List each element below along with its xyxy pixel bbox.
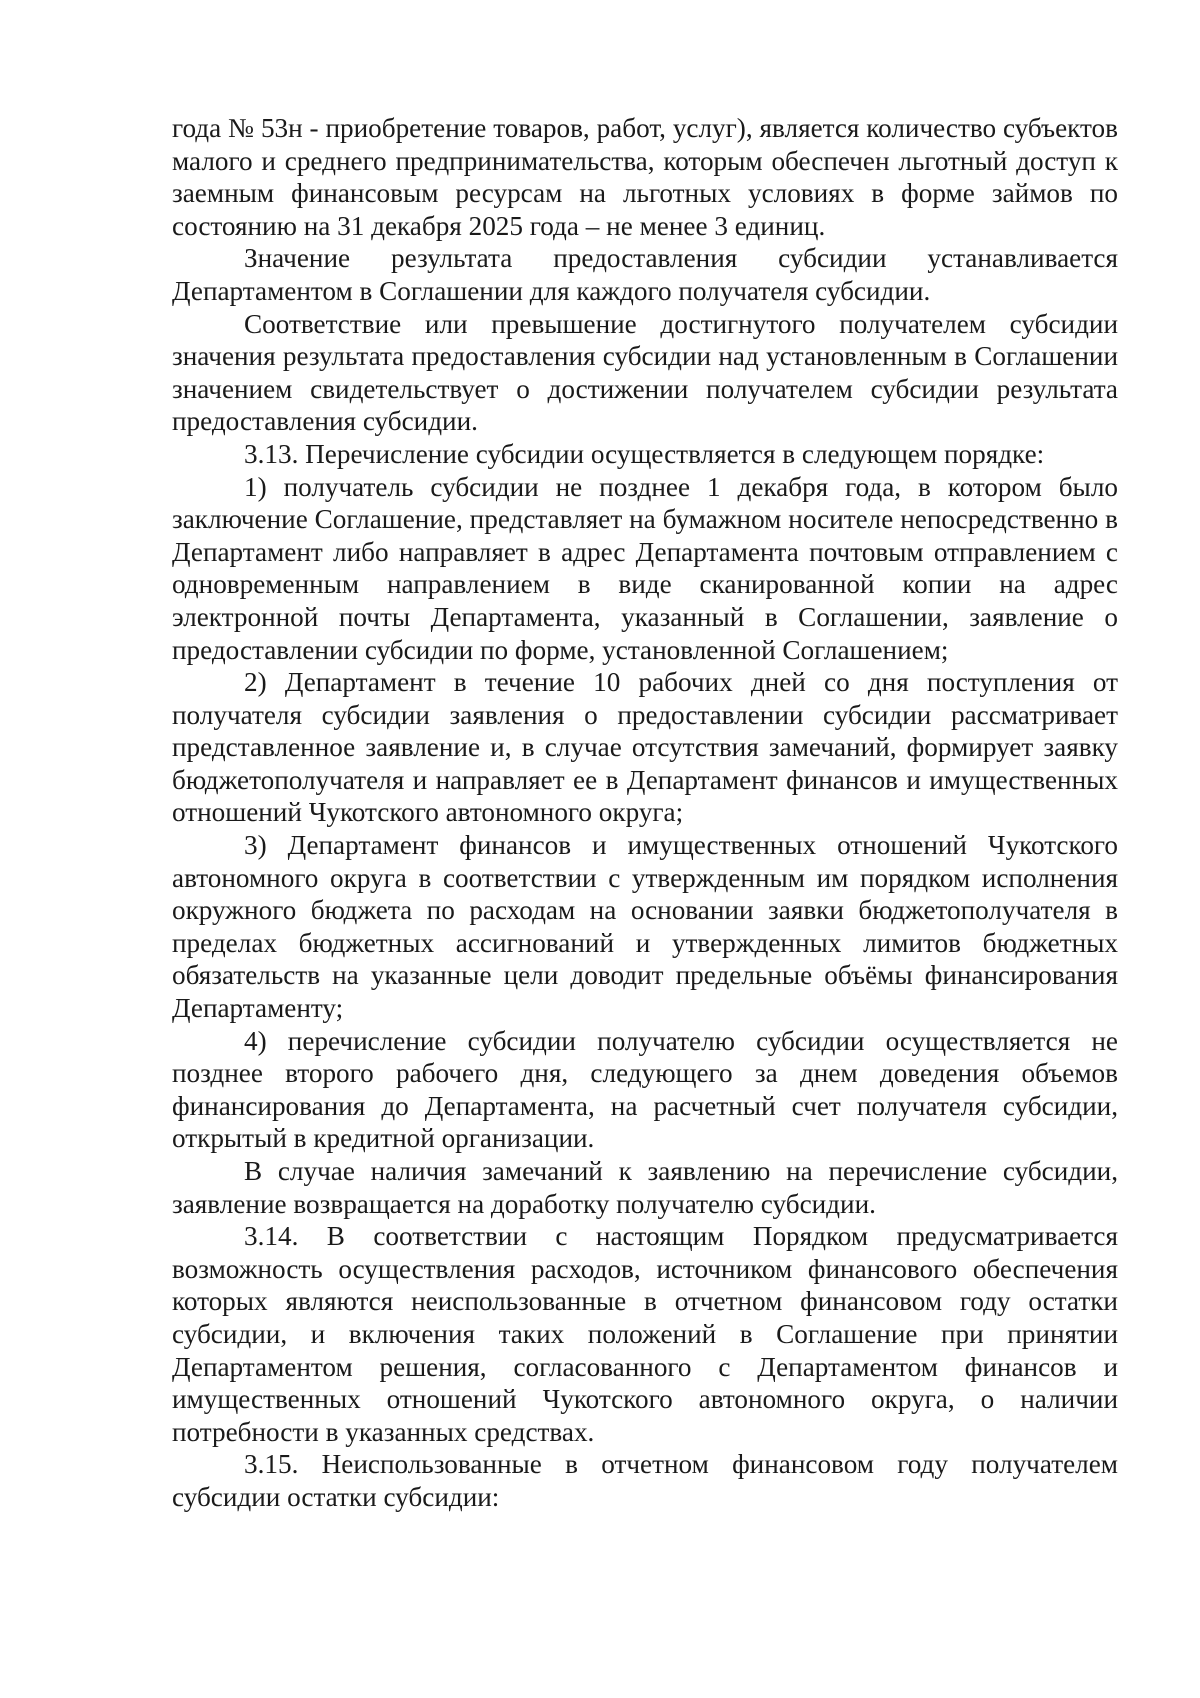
- paragraph-3-13-item-2: 2) Департамент в течение 10 рабочих дней со дня поступления от получателя субсидии заявления о предоставлении субсидии рассматривает представленное заявление и, в случае отсутствия замечаний, формирует заявку бюджетополучателя и направляет ее в Департамент финансов и имущественных отношений Чукотского автономного округа;: [172, 667, 1118, 828]
- paragraph-3-15: 3.15. Неиспользованные в отчетном финансовом году получателем субсидии остатки субсидии:: [172, 1449, 1118, 1512]
- paragraph-3-13-item-3: 3) Департамент финансов и имущественных отношений Чукотского автономного округа в соответствии с утвержденным им порядком исполнения окружного бюджета по расходам на основании заявки бюджетополучателя в пределах бюджетных ассигнований и утвержденных лимитов бюджетных обязательств на указанные цели доводит предельные объёмы финансирования Департаменту;: [172, 830, 1118, 1024]
- paragraph-3-13-item-4: 4) перечисление субсидии получателю субсидии осуществляется не позднее второго рабочего дня, следующего за днем доведения объемов финансирования до Департамента, на расчетный счет получателя субсидии, открытый в кредитной организации.: [172, 1025, 1118, 1154]
- paragraph-result-value: Значение результата предоставления субсидии устанавливается Департаментом в Соглашении для каждого получателя субсидии.: [172, 243, 1118, 306]
- paragraph-3-13-item-1: 1) получатель субсидии не позднее 1 декабря года, в котором было заключение Соглашение, представляет на бумажном носителе непосредственно в Департамент либо направляет в адрес Департамента почтовым отправлением с одновременным направлением в виде сканированной копии на адрес электронной почты Департамента, указанный в Соглашении, заявление о предоставлении субсидии по форме, установленной Соглашением;: [172, 471, 1118, 665]
- paragraph-remarks-return: В случае наличия замечаний к заявлению на перечисление субсидии, заявление возвращается на доработку получателю субсидии.: [172, 1156, 1118, 1219]
- paragraph-result-achievement: Соответствие или превышение достигнутого получателем субсидии значения результата предоставления субсидии над установленным в Соглашении значением свидетельствует о достижении получателем субсидии результата предоставления субсидии.: [172, 308, 1118, 437]
- paragraph-3-14: 3.14. В соответствии с настоящим Порядком предусматривается возможность осуществления расходов, источником финансового обеспечения которых являются неиспользованные в отчетном финансовом году остатки субсидии, и включения таких положений в Соглашение при принятии Департаментом решения, согласованного с Департаментом финансов и имущественных отношений Чукотского автономного округа, о наличии потребности в указанных средствах.: [172, 1221, 1118, 1447]
- paragraph-3-13-heading: 3.13. Перечисление субсидии осуществляется в следующем порядке:: [244, 438, 1045, 469]
- paragraph-results-count: года № 53н - приобретение товаров, работ, услуг), является количество субъектов малого и среднего предпринимательства, которым обеспечен льготный доступ к заемным финансовым ресурсам на льготных условиях в форме займов по состоянию на 31 декабря 2025 года – не менее 3 единиц.: [172, 113, 1118, 241]
- document-page: [172, 112, 1118, 1514]
